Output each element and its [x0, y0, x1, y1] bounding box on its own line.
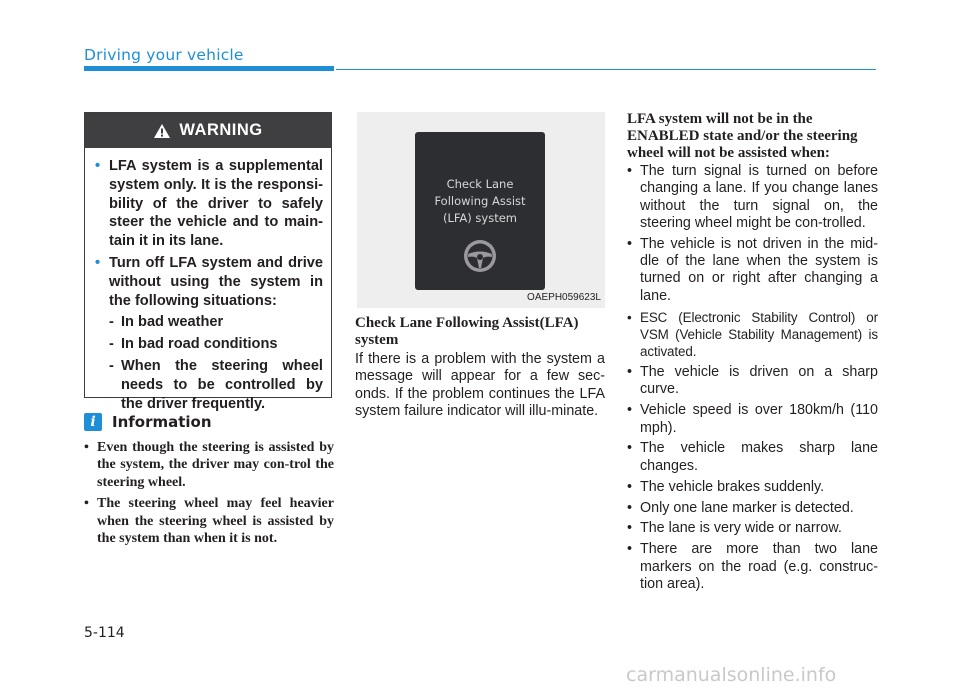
middle-body: If there is a problem with the system a message will appear for a few sec-onds. If the problem continues the LFA system failure indicator will illu-minate.	[355, 351, 605, 419]
condition-item: • The vehicle brakes suddenly.	[627, 479, 878, 496]
condition-item: • The vehicle makes sharp lane changes.	[627, 440, 878, 475]
condition-item: • The vehicle is not driven in the mid-dle of the lane when the system is turned on or right after changing a lane.	[627, 236, 878, 305]
information-item: • Even though the steering is assisted by the system, the driver may con-trol the steering wheel.	[84, 439, 334, 491]
information-header	[84, 413, 212, 431]
page-number: 5-114	[84, 625, 125, 641]
steering-wheel-icon	[462, 238, 498, 274]
section-title: Driving your vehicle	[84, 46, 244, 64]
condition-item: • The turn signal is turned on before changing a lane. If you change lanes without the turn signal on, the steering wheel might be con-trolled.	[627, 163, 878, 232]
information-title: Information	[112, 413, 212, 431]
condition-item: • ESC (Electronic Stability Control) or VSM (Vehicle Stability Management) is activated.	[627, 309, 878, 361]
warning-body	[85, 148, 331, 413]
warning-sub-item-text: When the steering wheel needs to be controlled by the driver frequently.	[121, 357, 323, 412]
condition-item: • Only one lane marker is detected.	[627, 500, 878, 517]
warning-item: • LFA system is a supplemental system only. It is the responsi-bility of the driver to safely steer the vehicle and to main-tain it in its lane.	[95, 157, 323, 251]
warning-sub-item-text: In bad road conditions	[121, 336, 278, 353]
middle-heading: Check Lane Following Assist(LFA) system	[355, 315, 579, 348]
information-list	[84, 439, 334, 551]
conditions-list	[627, 163, 878, 597]
warning-sub-item-text: In bad weather	[121, 314, 224, 331]
header-rule-thin	[336, 69, 876, 70]
condition-item: • There are more than two lane markers on the road (e.g. construc-tion area).	[627, 541, 878, 593]
warning-sub-item: - When the steering wheel needs to be controlled by the driver frequently.	[109, 357, 323, 412]
information-item: • The steering wheel may feel heavier when the steering wheel is assisted by the system than when it is not.	[84, 495, 334, 547]
warning-sub-item: - In bad weather	[109, 314, 224, 331]
warning-box	[84, 112, 332, 412]
screen-line: (LFA) system	[442, 211, 518, 225]
warning-item: • Turn off LFA system and drive without using the system in the following situations:	[95, 254, 323, 310]
warning-sub-list	[95, 313, 323, 413]
condition-item: • The lane is very wide or narrow.	[627, 520, 878, 537]
screen-line: Following Assist	[434, 194, 526, 208]
condition-item: • Vehicle speed is over 180km/h (110 mph).	[627, 402, 878, 437]
cluster-figure	[357, 112, 605, 308]
header-rule-thick	[84, 66, 334, 71]
warning-sub-item: - In bad road conditions	[109, 336, 278, 353]
figure-code: OAEPH059623L	[527, 292, 601, 303]
warning-title: WARNING	[179, 121, 263, 139]
cluster-screen	[415, 132, 545, 290]
condition-item: • The vehicle is driven on a sharp curve.	[627, 364, 878, 399]
warning-header	[85, 113, 331, 148]
info-icon: i	[84, 413, 102, 431]
watermark: carmanualsonline.info	[626, 664, 837, 686]
screen-line: Check Lane	[446, 177, 514, 191]
right-heading: LFA system will not be in the ENABLED state and/or the steering wheel will not be assisted when:	[627, 111, 858, 162]
warning-triangle-icon	[153, 123, 171, 139]
